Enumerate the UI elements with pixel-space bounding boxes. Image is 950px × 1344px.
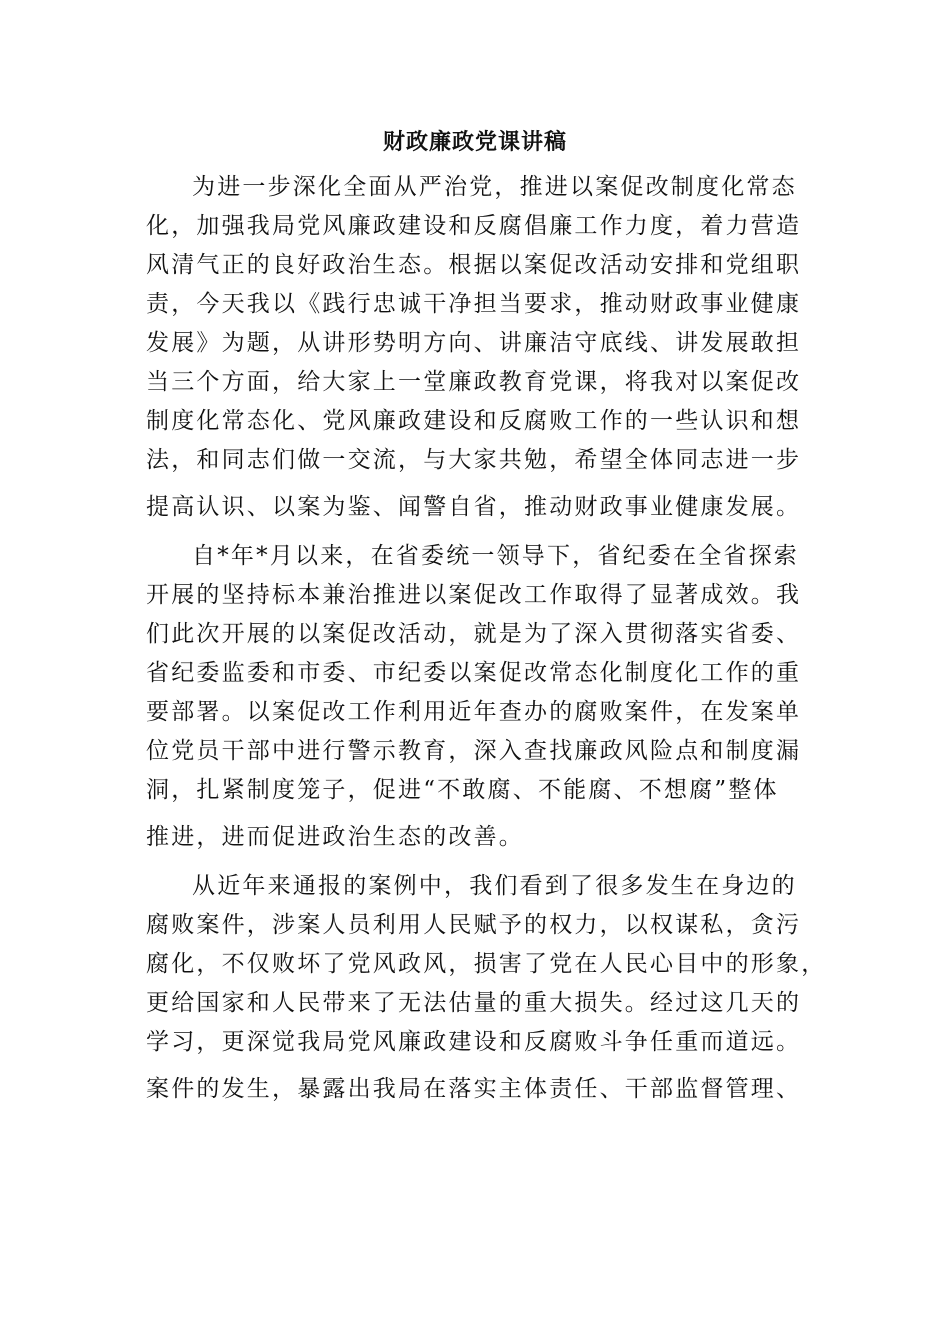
text-line: 当三个方面，给大家上一堂廉政教育党课，将我对以案促改 xyxy=(146,369,802,395)
text-line: 腐败案件，涉案人员利用人民赋予的权力，以权谋私，贪污 xyxy=(146,912,802,938)
text-line: 责，今天我以《践行忠诚干净担当要求，推动财政事业健康 xyxy=(146,291,802,317)
text-line: 提高认识、以案为鉴、闻警自省，推动财政事业健康发展。 xyxy=(146,494,802,520)
text-line: 学习，更深觉我局党风廉政建设和反腐败斗争任重而道远。 xyxy=(146,1029,802,1055)
text-line: 推进，进而促进政治生态的改善。 xyxy=(146,824,524,850)
text-line: 制度化常态化、党风廉政建设和反腐败工作的一些认识和想 xyxy=(146,408,802,434)
text-line: 法，和同志们做一交流，与大家共勉，希望全体同志进一步 xyxy=(146,447,802,473)
paragraph-2 xyxy=(146,537,814,857)
text-line: 自*年*月以来，在省委统一领导下，省纪委在全省探索 xyxy=(192,543,799,569)
text-line: 发展》为题，从讲形势明方向、讲廉洁守底线、讲发展敢担 xyxy=(146,330,802,356)
paragraph-3 xyxy=(146,867,827,1109)
document-body xyxy=(146,168,827,1109)
text-line: 为进一步深化全面从严治党，推进以案促改制度化常态 xyxy=(192,174,797,200)
text-line: 位党员干部中进行警示教育，深入查找廉政风险点和制度漏 xyxy=(146,738,802,764)
text-line: 们此次开展的以案促改活动，就是为了深入贯彻落实省委、 xyxy=(146,621,802,647)
paragraph-1 xyxy=(146,168,814,527)
text-line: 风清气正的良好政治生态。根据以案促改活动安排和党组职 xyxy=(146,252,802,278)
text-line: 腐化，不仅败坏了党风政风，损害了党在人民心目中的形象， xyxy=(146,951,827,977)
text-line: 化，加强我局党风廉政建设和反腐倡廉工作力度，着力营造 xyxy=(146,213,802,239)
text-line: 洞，扎紧制度笼子，促进“不敢腐、不能腐、不想腐”整体 xyxy=(146,777,779,803)
text-line: 省纪委监委和市委、市纪委以案促改常态化制度化工作的重 xyxy=(146,660,802,686)
text-line: 案件的发生，暴露出我局在落实主体责任、干部监督管理、 xyxy=(146,1076,802,1102)
text-line: 从近年来通报的案例中，我们看到了很多发生在身边的 xyxy=(192,873,797,899)
text-line: 更给国家和人民带来了无法估量的重大损失。经过这几天的 xyxy=(146,990,802,1016)
text-line: 要部署。以案促改工作利用近年查办的腐败案件，在发案单 xyxy=(146,699,802,725)
document-title: 财政廉政党课讲稿 xyxy=(382,129,567,155)
text-line: 开展的坚持标本兼治推进以案促改工作取得了显著成效。我 xyxy=(146,582,802,608)
